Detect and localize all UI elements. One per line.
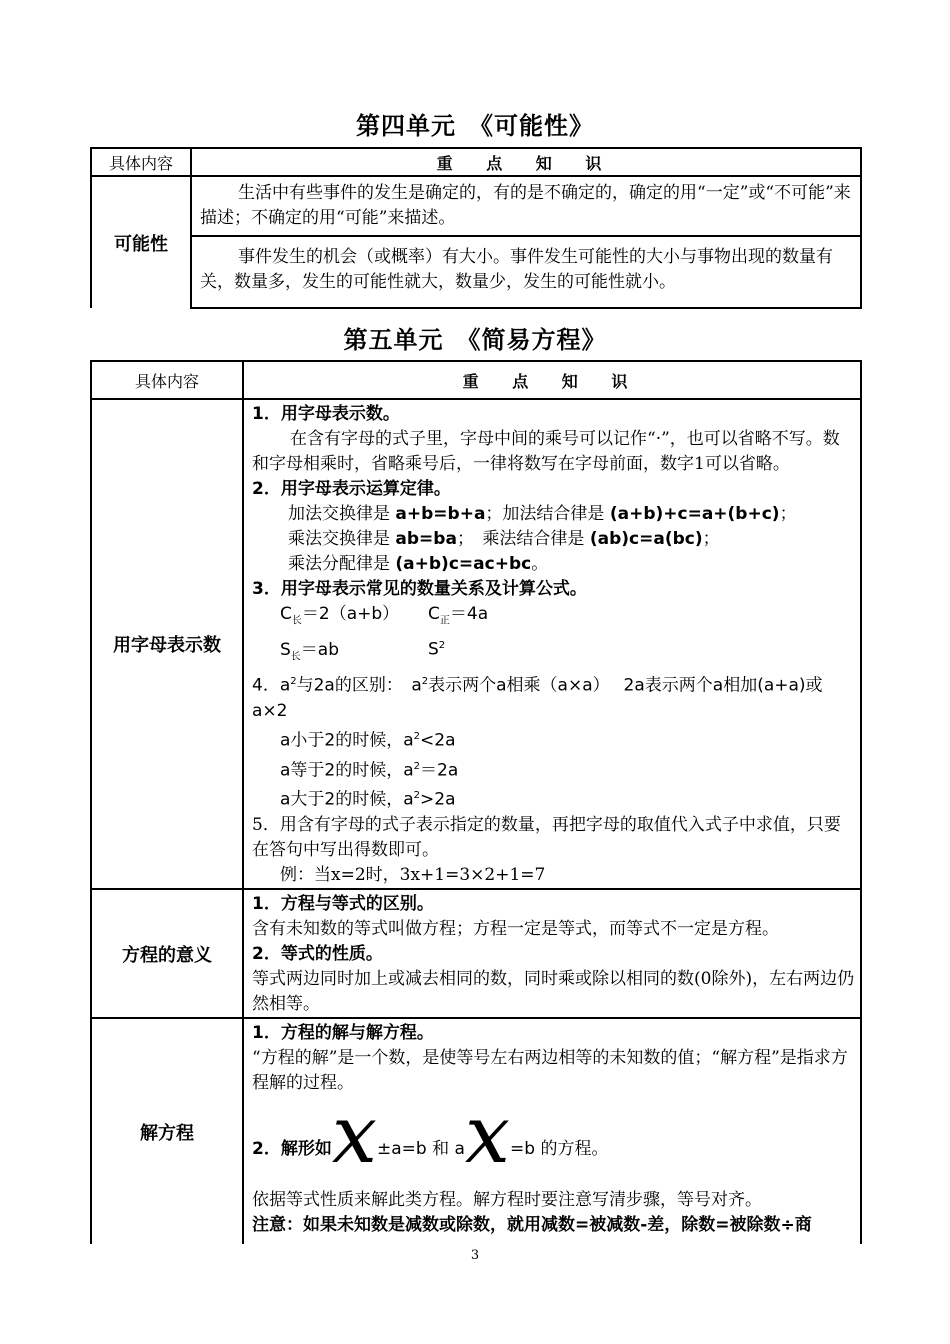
variable-x-glyph: x xyxy=(464,1088,511,1182)
topic-possibility: 可能性 xyxy=(91,176,191,308)
col-header-knowledge: 重 点 知 识 xyxy=(191,148,861,176)
letters-s5: 5．用含有字母的式子表示指定的数量，再把字母的取值代入式子中求值，只要在答句中写出得数即可。 xyxy=(252,815,841,861)
possibility-para2: 事件发生的机会（或概率）有大小。事件发生可能性的大小与事物出现的数量有关，数量多，发生的可能性就大，数量少，发生的可能性就小。 xyxy=(200,247,833,292)
topic-equation-meaning: 方程的意义 xyxy=(91,889,243,1018)
row-equation-meaning xyxy=(91,889,861,1018)
topic-letters: 用字母表示数 xyxy=(91,399,243,889)
solve-s1-title: 1．方程的解与解方程。 xyxy=(252,1023,434,1044)
solve-s1-text: “方程的解”是一个数，是使等号左右两边相等的未知数的值；“解方程”是指求方程解的过程。 xyxy=(252,1048,848,1094)
solve-note: 注意：如果未知数是减数或除数，就用减数=被减数-差，除数=被除数÷商 xyxy=(252,1215,812,1236)
law-line-dist: 乘法分配律是 (a+b)c=ac+bc。 xyxy=(288,554,549,574)
compare-greater: a大于2的时候，$a^2>2a$ xyxy=(280,790,456,811)
compare-equal: a等于2的时候，$a^2=2a$ xyxy=(280,760,459,781)
unit5-table xyxy=(90,360,862,1244)
letters-s1-title: 1．用字母表示数。 xyxy=(252,404,400,424)
col-header-content: 具体内容 xyxy=(91,148,191,176)
row-solve-equation xyxy=(91,1018,861,1244)
page-number: 3 xyxy=(470,1248,480,1263)
possibility-para1: 生活中有些事件的发生是确定的，有的是不确定的，确定的用“一定”或“不可能”来描述；不确定的用“可能”来描述。 xyxy=(200,183,851,228)
meaning-s1-title: 1．方程与等式的区别。 xyxy=(252,894,434,915)
letters-example: 例：当x=2时，3x+1=3×2+1=7 xyxy=(280,865,546,886)
meaning-s2-title: 2．等式的性质。 xyxy=(252,944,383,965)
meaning-s2-text: 等式两边同时加上或减去相同的数，同时乘或除以相同的数(0除外)，左右两边仍然相等。 xyxy=(252,969,855,1015)
formula-line-c: $C_长=2(a+b)$ $C_正=4a$ xyxy=(280,604,489,627)
compare-less: a小于2的时候，$a^2<2a$ xyxy=(280,730,456,751)
unit4-title: 第四单元 《可能性》 xyxy=(356,112,594,140)
formula-line-s: $S_长=ab$ $S^2$ xyxy=(280,640,446,663)
letters-s2-title: 2．用字母表示运算定律。 xyxy=(252,479,451,499)
topic-solve-equation: 解方程 xyxy=(91,1018,243,1244)
col-header-content: 具体内容 xyxy=(91,361,243,399)
law-line-mul: 乘法交换律是 ab=ba； 乘法结合律是 (ab)c=a(bc)； xyxy=(288,529,720,549)
solve-s2: 2．解形如x±a=b 和 ax=b 的方程。 xyxy=(252,1088,609,1182)
col-header-knowledge: 重 点 知 识 xyxy=(243,361,861,399)
solve-s3: 依据等式性质来解此类方程。解方程时要注意写清步骤，等号对齐。 xyxy=(252,1190,762,1211)
letters-s1-text: 在含有字母的式子里，字母中间的乘号可以记作“·”，也可以省略不写。数和字母相乘时，省略乘号后，一律将数写在字母前面，数字1可以省略。 xyxy=(252,429,840,474)
letters-s4: 4．$a^2$与2a的区别： $a^2$表示两个a相乘（a×a） 2a表示两个a相加(a+a)或a×2 xyxy=(252,676,823,722)
variable-x-glyph: x xyxy=(331,1088,377,1182)
letters-s3-title: 3．用字母表示常见的数量关系及计算公式。 xyxy=(252,579,587,599)
unit4-table xyxy=(90,147,862,309)
law-line-add: 加法交换律是 a+b=b+a；加法结合律是 (a+b)+c=a+(b+c)； xyxy=(288,504,797,524)
row-letters xyxy=(91,399,861,889)
unit5-title: 第五单元 《简易方程》 xyxy=(343,326,607,354)
meaning-s1-text: 含有未知数的等式叫做方程；方程一定是等式，而等式不一定是方程。 xyxy=(252,919,779,940)
